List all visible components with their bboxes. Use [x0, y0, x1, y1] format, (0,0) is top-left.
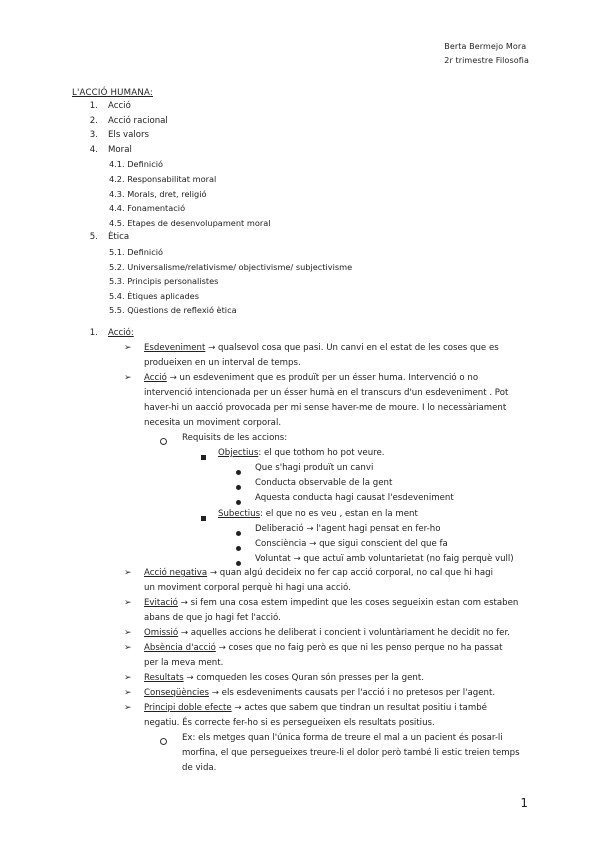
list-item: Conducta observable de la gent — [255, 478, 393, 488]
definition-text: → si fem una cosa estem impedint que les coses segueixin estan com estaben — [180, 598, 519, 608]
definition-text: → quan algú decideix no fer cap acció corporal, no cal que hi hagi — [209, 568, 493, 578]
section-number: 1. — [89, 328, 98, 338]
list-item: Aquesta conducta hagi causat l'esdeveniment — [255, 493, 454, 503]
list-item: Consciència → que sigui conscient del que fa — [255, 539, 448, 549]
list-item — [144, 627, 510, 639]
definition-text: → els esdeveniments causats per l'acció i no pretesos per l'agent. — [211, 688, 496, 698]
dot-bullet-icon — [236, 494, 241, 506]
list-item-continued: intervenció intencionada per un ésser humà en el transcurs d'un esdeveniment . Pot — [144, 388, 509, 398]
list-item: Voluntat → que actuï amb voluntarietat (no faig perquè vull) — [255, 554, 514, 564]
list-item — [218, 447, 385, 459]
definition-text: : el que tothom ho pot veure. — [258, 448, 385, 458]
list-item — [144, 597, 518, 609]
arrow-bullet-icon: ➢ — [124, 643, 132, 653]
toc-subitem: 5.5. Qüestions de reflexió ètica — [109, 305, 237, 316]
term: Acció — [144, 373, 167, 383]
term-label: 2r trimestre Filosofia — [444, 56, 529, 65]
definition-text: → coses que no faig però es que ni les penso perque no ha passat — [218, 643, 503, 653]
list-item-continued: negatiu. És correcte fer-ho si es persegueixen els resultats positius. — [144, 718, 435, 728]
term: Esdeveniment — [144, 343, 206, 353]
definition-text: → actes que sabem que tindran un resultat positiu i també — [234, 703, 487, 713]
definition-text: → qualsevol cosa que pasi. Un canvi en el estat de les coses que es — [208, 343, 499, 353]
toc-subitem: 4.4. Fonamentació — [109, 203, 186, 214]
list-item — [144, 372, 478, 384]
toc-number: 5. — [89, 232, 98, 243]
term: Resultats — [144, 673, 184, 683]
dot-bullet-icon — [236, 540, 241, 552]
list-item — [218, 508, 418, 520]
term: Omissió — [144, 628, 179, 638]
square-bullet-icon — [201, 449, 206, 461]
list-item: Deliberació → l'agent hagi pensat en fer-ho — [255, 524, 441, 534]
toc-subitem: 4.2. Responsabilitat moral — [109, 174, 217, 184]
arrow-bullet-icon: ➢ — [124, 703, 132, 713]
circle-bullet-icon — [160, 434, 167, 446]
term: Absència d'acció — [144, 643, 216, 653]
requisits-heading: Requisits de les accions: — [182, 433, 288, 443]
dot-bullet-icon — [236, 555, 241, 567]
arrow-bullet-icon: ➢ — [124, 568, 132, 578]
list-item-continued: abans de que jo hagi fet l'acció. — [144, 613, 281, 623]
dot-bullet-icon — [236, 479, 241, 491]
header — [444, 40, 529, 68]
list-item-continued: necesita un moviment corporal. — [144, 418, 282, 428]
list-item — [144, 642, 503, 654]
arrow-bullet-icon: ➢ — [124, 343, 132, 353]
example-text: de vida. — [182, 763, 217, 773]
definition-text: → aquelles accions he deliberat i concient i voluntàriament he decidit no fer. — [180, 628, 510, 638]
arrow-bullet-icon: ➢ — [124, 673, 132, 683]
arrow-bullet-icon: ➢ — [124, 373, 132, 383]
page-title: L'ACCIÓ HUMANA: — [72, 88, 154, 98]
arrow-bullet-icon: ➢ — [124, 598, 132, 608]
toc-number: 2. — [89, 115, 98, 126]
term: Evitació — [144, 598, 178, 608]
example-text: Ex: els metges quan l'única forma de treure el mal a un pacient és posar-li — [182, 733, 503, 743]
toc-subitem: 4.5. Etapes de desenvolupament moral — [109, 217, 271, 228]
arrow-bullet-icon: ➢ — [124, 628, 132, 638]
list-item — [144, 567, 493, 579]
toc-number: 1. — [89, 101, 98, 111]
toc-item: Acció racional — [108, 115, 168, 126]
toc-item: Els valors — [108, 130, 150, 141]
list-item — [144, 687, 495, 699]
toc-subitem: 5.1. Definició — [109, 247, 163, 257]
list-item-continued: produeixen en un interval de temps. — [144, 358, 301, 368]
list-item-continued: un moviment corporal perquè hi hagi una acció. — [144, 583, 351, 593]
list-item — [144, 342, 499, 354]
circle-bullet-icon — [160, 734, 167, 746]
definition-text: : el que no es veu , estan en la ment — [260, 509, 418, 519]
dot-bullet-icon — [236, 525, 241, 537]
term: Objectius — [218, 448, 259, 458]
arrow-bullet-icon: ➢ — [124, 688, 132, 698]
list-item — [144, 672, 424, 684]
toc-number: 4. — [89, 144, 98, 155]
square-bullet-icon — [201, 510, 206, 522]
list-item-continued: haver-hi un aacció provocada per mi sense haver-me de moure. I lo necessàriament — [144, 403, 507, 413]
list-item: Que s'hagi produït un canvi — [255, 463, 374, 473]
toc-subitem: 5.3. Principis personalistes — [109, 276, 219, 287]
example-text: morfina, el que persegueixes treure-li el dolor però també li estic treien temps — [182, 748, 520, 758]
page-number: 1 — [520, 796, 528, 810]
term: Subectius — [218, 509, 261, 519]
dot-bullet-icon — [236, 464, 241, 476]
toc-number: 3. — [89, 130, 98, 141]
section-heading: Acció: — [108, 328, 134, 338]
definition-text: → un esdeveniment que es produït per un ésser huma. Intervenció o no — [169, 373, 479, 383]
definition-text: → comqueden les coses Quran són presses per la gent. — [186, 673, 424, 683]
term: Conseqüències — [144, 688, 209, 698]
toc-subitem: 5.2. Universalisme/relativisme/ objectivisme/ subjectivisme — [109, 261, 353, 272]
author-name: Berta Bermejo Mora — [444, 42, 527, 51]
toc-item: Moral — [108, 144, 132, 155]
toc-item: Ètica — [108, 232, 130, 243]
term: Principi doble efecte — [144, 703, 232, 713]
list-item — [144, 702, 487, 714]
list-item-continued: per la meva ment. — [144, 658, 224, 668]
term: Acció negativa — [144, 568, 208, 578]
toc-subitem: 5.4. Ètiques aplicades — [109, 290, 199, 301]
toc-subitem: 4.1. Definició — [109, 159, 163, 170]
toc-subitem: 4.3. Morals, dret, religió — [109, 188, 207, 199]
toc-item: Acció — [108, 101, 131, 111]
